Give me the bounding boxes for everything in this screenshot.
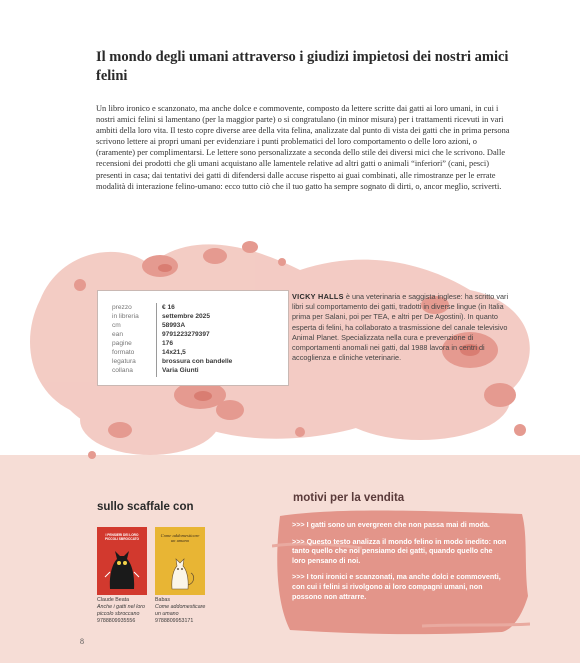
book-author: Babas	[155, 597, 171, 603]
info-label: legatura	[112, 358, 136, 365]
info-value: 176	[162, 340, 174, 347]
book-isbn: 9788809935556	[97, 618, 136, 624]
headline: Il mondo degli umani attraverso i giudizi impietosi dei nostri amici felini	[96, 49, 509, 84]
cover-title: I PENSIERI DEI LORO PICCOLI SBROCCATO	[104, 533, 140, 541]
shelf-title: sullo scaffale con	[97, 501, 194, 513]
info-divider	[156, 303, 157, 377]
sales-reason-item: >>> Questo testo analizza il mondo felino in modo inedito: non tanto quello che noi pensiamo dei gatti, quando quello che loro pensano di noi.	[292, 536, 507, 565]
info-value: 58993A	[162, 322, 186, 329]
book-title: Come addomesticare un umano	[155, 604, 206, 617]
book-title: Anche i gatti nel loro piccolo sbroccano	[97, 604, 145, 617]
page-number: 8	[80, 637, 84, 646]
author-bio-text: è una veterinaria e saggista inglese: ha scritto vari libri sul comportamento dei gatti, tradotti in diverse lingue (in Italia prima per Salani, poi per TEA, e altri per De Agostini). In quanto esperta di felini, ha collaborato a trasmissione del canale televisivo Animal Planet. Specializzata nella cura e prevenzione di comportamenti anomali nei gatti, dal 1988 lavora in centri di accoglienza e cliniche veterinarie.	[292, 292, 509, 363]
info-value: settembre 2025	[162, 313, 211, 320]
info-label: ean	[112, 331, 124, 338]
book-info-box	[97, 290, 289, 386]
info-value: 14x21,5	[162, 349, 186, 356]
white-cat-icon	[155, 527, 205, 595]
info-value: € 16	[162, 304, 175, 311]
info-label: cm	[112, 322, 121, 329]
sales-reason-item: >>> I gatti sono un evergreen che non passa mai di moda.	[292, 520, 490, 529]
info-value: Varia Giunti	[162, 367, 199, 374]
author-bio	[292, 292, 514, 363]
book-cover-2	[155, 527, 205, 595]
sales-reasons-title: motivi per la vendita	[293, 492, 405, 504]
info-label: in libreria	[112, 313, 139, 320]
cover-title: Come addomesticare un umano	[160, 533, 200, 543]
book-author: Claude Beata	[97, 597, 130, 603]
sales-reasons-list	[292, 520, 507, 608]
info-label: formato	[112, 349, 135, 356]
book-isbn: 9788809953171	[155, 618, 194, 624]
info-value: brossura con bandelle	[162, 358, 233, 365]
synopsis: Un libro ironico e scanzonato, ma anche dolce e commovente, composto da lettere scritte dai gatti ai loro umani, in cui i nostri amici felini si lamentano (per la maggior parte) o si congratulano (in minor misura) per i trattamenti ricevuti in vari ambiti della loro vita. Il testo copre diverse aree della vita felina, analizzate dal punto di vista dei gatti che in prima persona scrivono lettere ai propri umani per evidenziare i punti problematici del loro comportamento o delle loro azioni, o (raramente) per complimentarsi. Le lettere sono personalizzate a seconda dello stile dei diversi mici che le scrivono. Dalle recensioni dei prodotti che gli umani acquistano alle lamentele relative ad altri gatti o animali “inferiori” (cani, pesci) presenti in casa; dai tentativi dei gatti di difendersi dalle accuse rispetto ai guai combinati, alle rimostranze per le errate modalità di interazione felino-umano: ecco tutto ciò che il tuo gatto ha sempre sognato di dirti, o, ancor meglio, scriverti.	[96, 104, 510, 191]
book-cover-1	[97, 527, 147, 595]
book-meta-2	[155, 597, 211, 625]
info-value: 9791223279397	[162, 331, 210, 338]
black-cat-icon	[97, 527, 147, 595]
info-label: pagine	[112, 340, 132, 347]
sales-reason-item: >>> I toni ironici e scanzonati, ma anche dolci e commoventi, con cui i felini si rivolgono ai loro compagni umani, non possono non attrarre.	[292, 572, 501, 601]
author-name: VICKY HALLS	[292, 292, 344, 301]
info-label: prezzo	[112, 304, 132, 311]
info-label: collana	[112, 367, 133, 374]
book-meta-1	[97, 597, 153, 625]
